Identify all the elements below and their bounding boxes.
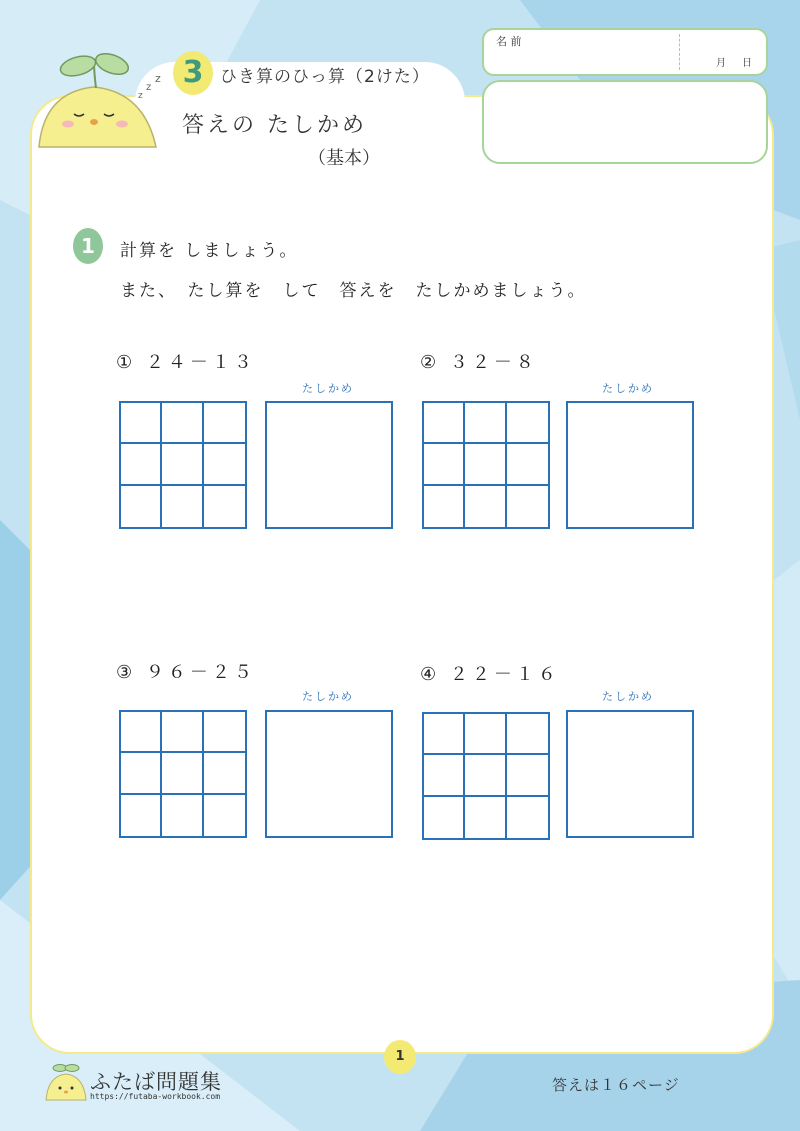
brand-logo-icon bbox=[44, 1062, 88, 1102]
calc-grid-3[interactable] bbox=[119, 710, 247, 838]
check-label-1: たしかめ bbox=[302, 382, 354, 395]
name-label: 名 前 bbox=[496, 35, 522, 48]
check-label-2: たしかめ bbox=[602, 382, 654, 395]
month-label: 月 bbox=[716, 58, 726, 69]
problem-label-2: ② ３２－８ bbox=[420, 352, 538, 373]
check-box-4[interactable] bbox=[566, 710, 694, 838]
svg-text:z: z bbox=[146, 82, 152, 93]
answer-page-note: 答えは１６ページ bbox=[552, 1076, 680, 1094]
score-field[interactable] bbox=[482, 80, 768, 164]
check-box-1[interactable] bbox=[265, 401, 393, 529]
chick-mascot-icon bbox=[34, 52, 164, 152]
problem-label-4: ④ ２２－１６ bbox=[420, 664, 560, 685]
brand-name: ふたば問題集 bbox=[90, 1070, 222, 1094]
question-number-badge: 1 bbox=[73, 228, 103, 264]
calc-grid-4[interactable] bbox=[422, 712, 550, 840]
page-title: 答えの たしかめ bbox=[182, 113, 367, 138]
unit-title: ひき算のひっ算（2けた） bbox=[220, 67, 430, 87]
level-label: （基本） bbox=[308, 148, 380, 169]
instruction-line-2: また、 たし算を して 答えを たしかめましょう。 bbox=[120, 281, 587, 301]
day-label: 日 bbox=[742, 58, 752, 69]
site-url[interactable]: https://futaba-workbook.com bbox=[90, 1092, 221, 1101]
name-field[interactable] bbox=[482, 28, 768, 76]
check-label-4: たしかめ bbox=[602, 690, 654, 703]
calc-grid-2[interactable] bbox=[422, 401, 550, 529]
page-number-badge: 1 bbox=[384, 1040, 416, 1074]
svg-text:z: z bbox=[155, 72, 161, 85]
problem-label-3: ③ ９６－２５ bbox=[116, 662, 256, 683]
check-box-2[interactable] bbox=[566, 401, 694, 529]
instruction-line-1: 計算を しましょう。 bbox=[120, 241, 299, 261]
date-divider bbox=[679, 34, 680, 70]
check-label-3: たしかめ bbox=[302, 690, 354, 703]
check-box-3[interactable] bbox=[265, 710, 393, 838]
problem-label-1: ① ２４－１３ bbox=[116, 352, 256, 373]
unit-number-badge: 3 bbox=[173, 51, 213, 95]
calc-grid-1[interactable] bbox=[119, 401, 247, 529]
svg-text:z: z bbox=[138, 91, 143, 101]
